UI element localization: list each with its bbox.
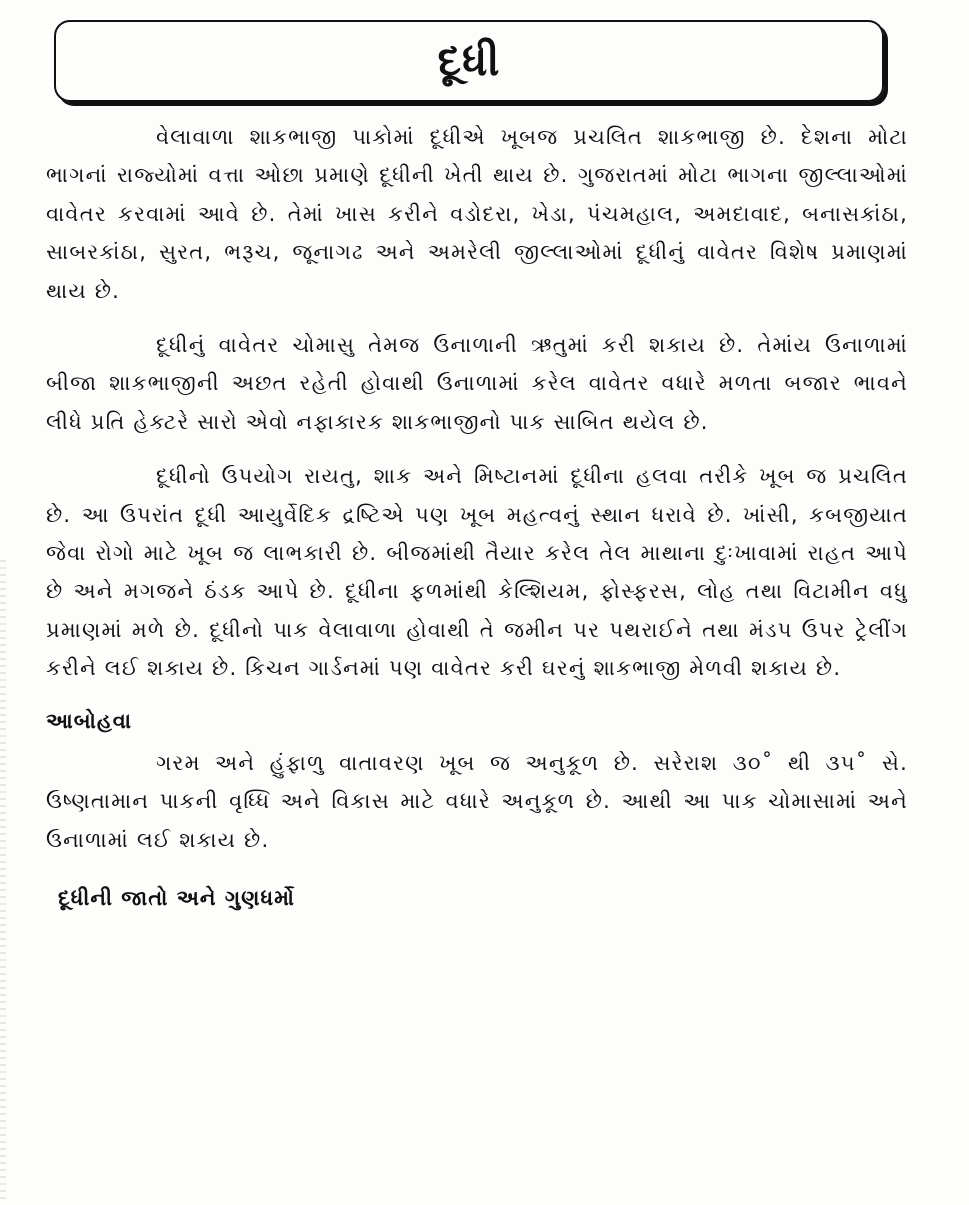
- climate-heading: આબોહવા: [46, 708, 132, 733]
- varieties-heading: દૂધીની જાતો અને ગુણધર્મો: [58, 885, 295, 910]
- cultivation-season-paragraph: દૂધીનું વાવેતર ચોમાસુ તેમજ ઉનાળાની ઋતુમાં કરી શકાય છે. તેમાંય ઉનાળામાં બીજા શાકભાજીની અછત રહેતી હોવાથી ઉનાળામાં કરેલ વાવેતર વધારે મળતા બજાર ભાવને લીધે પ્રતિ હેક્ટરે સારો એવો નફાકારક શાકભાજીનો પાક સાબિત થયેલ છે.: [46, 333, 908, 434]
- paragraph-spacer: [46, 310, 908, 326]
- title-box: [54, 20, 884, 102]
- document-body: [46, 118, 908, 917]
- intro-paragraph: વેલાવાળા શાકભાજી પાકોમાં દૂધીએ ખૂબજ પ્રચલિત શાકભાજી છે. દેશના મોટા ભાગનાં રાજ્યોમાં વત્તા ઓછા પ્રમાણે દૂધીની ખેતી થાય છે. ગુજરાતમાં મોટા ભાગના જીલ્લાઓમાં વાવેતર કરવામાં આવે છે. તેમાં ખાસ કરીને વડોદરા, ખેડા, પંચમહાલ, અમદાવાદ, બનાસકાંઠા, સાબરકાંઠા, સુરત, ભરૂચ, જૂનાગઢ અને અમરેલી જીલ્લાઓમાં દૂધીનું વાવેતર વિશેષ પ્રમાણમાં થાય છે.: [46, 125, 908, 303]
- uses-paragraph: દૂધીનો ઉપયોગ રાયતુ, શાક અને મિષ્ટાનમાં દૂધીના હલવા તરીકે ખૂબ જ પ્રચલિત છે. આ ઉપરાંત દૂધી આયુર્વેદિક દ્રષ્ટિએ પણ ખૂબ મહત્વનું સ્થાન ધરાવે છે. ખાંસી, કબજીયાત જેવા રોગો માટે ખૂબ જ લાભકારી છે. બીજમાંથી તૈયાર કરેલ તેલ માથાના દુઃખાવામાં રાહત આપે છે અને મગજને ઠંડક આપે છે. દૂધીના ફળમાંથી કેલ્શિયમ, ફોસ્ફરસ, લોહ તથા વિટામીન વધુ પ્રમાણમાં મળે છે. દૂધીનો પાક વેલાવાળા હોવાથી તે જમીન પર પથરાઈને તથા મંડપ ઉપર ટ્રેલીંગ કરીને લઈ શકાય છે. કિચન ગાર્ડનમાં પણ વાવેતર કરી ઘરનું શાકભાજી મેળવી શકાય છે.: [46, 464, 908, 681]
- scan-edge-artifact: [0, 560, 6, 1200]
- page-title: દૂધી: [437, 36, 501, 85]
- paragraph-spacer: [46, 441, 908, 457]
- paragraph-spacer: [46, 688, 908, 702]
- climate-paragraph: ગરમ અને હુંફાળુ વાતાવરણ ખૂબ જ અનુકૂળ છે. સરેરાશ ૩૦˚ થી ૩૫˚ સે. ઉષ્ણતામાન પાકની વૃધ્ધિ અને વિકાસ માટે વધારે અનુકૂળ છે. આથી આ પાક ચોમાસામાં અને ઉનાળામાં લઈ શકાય છે.: [46, 750, 908, 852]
